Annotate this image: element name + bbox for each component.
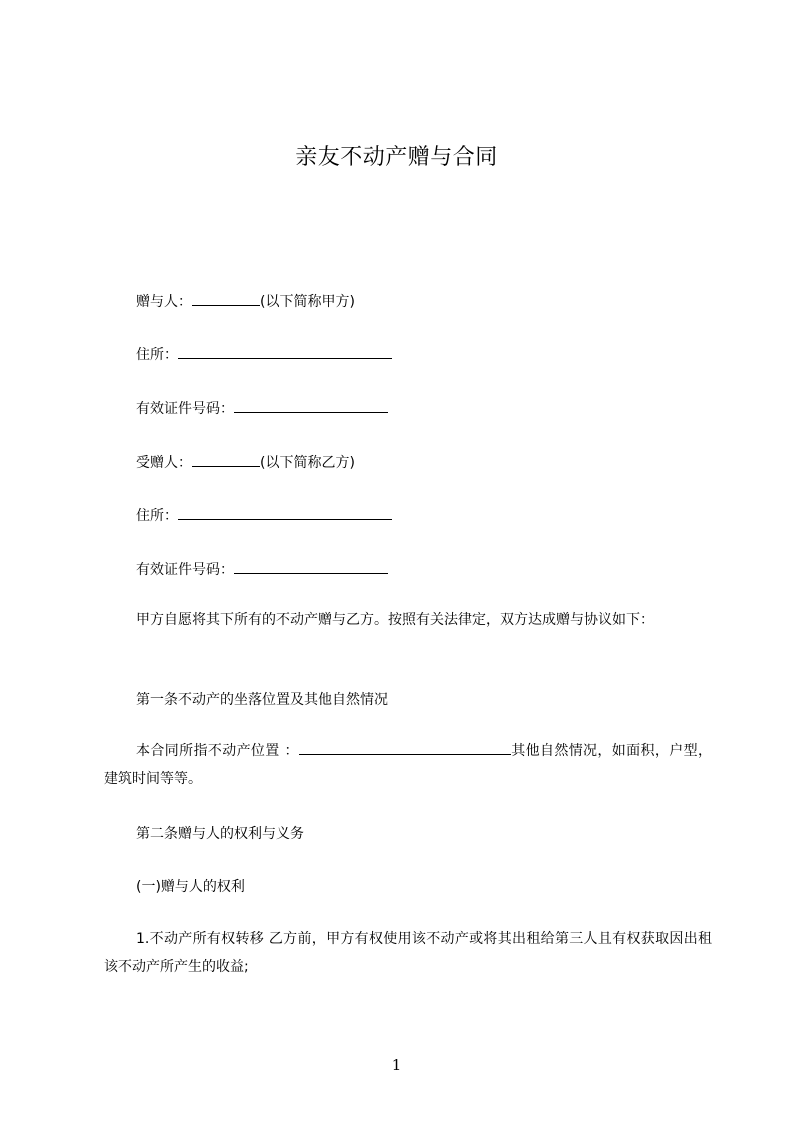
donor-label: 赠与人： xyxy=(136,294,192,310)
donee-label: 受赠人： xyxy=(136,455,192,471)
property-location-blank[interactable] xyxy=(299,740,511,755)
article2-subheading: (一)赠与人的权利 xyxy=(136,879,245,895)
donee-id-label: 有效证件号码： xyxy=(136,562,234,578)
document-title: 亲友不动产赠与合同 xyxy=(295,145,498,170)
article1-heading: 第一条不动产的坐落位置及其他自然情况 xyxy=(136,692,388,708)
donee-id-line xyxy=(136,559,388,580)
donor-suffix: (以下简称甲方) xyxy=(260,294,355,310)
intro-paragraph: 甲方自愿将其下所有的不动产赠与乙方。按照有关法律定，双方达成赠与协议如下： xyxy=(136,612,654,628)
donee-suffix: (以下简称乙方) xyxy=(260,455,355,471)
article1-body-before: 本合同所指不动产位置 ： xyxy=(136,743,299,759)
article2-heading: 第二条赠与人的权利与义务 xyxy=(136,826,304,842)
article2-item1: 1.不动产所有权转移 乙方前，甲方有权使用该不动产或将其出租给第三人且有权获取因出租该不动产所产生的收益; xyxy=(104,931,712,975)
page-number: 1 xyxy=(391,1056,402,1074)
donee-name-blank[interactable] xyxy=(192,452,260,467)
donor-name-blank[interactable] xyxy=(192,291,260,306)
donor-address-line xyxy=(136,344,392,365)
donor-id-line xyxy=(136,398,388,419)
donee-id-blank[interactable] xyxy=(234,559,388,574)
donor-line xyxy=(136,291,355,312)
donor-address-label: 住所： xyxy=(136,347,178,363)
donor-id-blank[interactable] xyxy=(234,398,388,413)
article1-body-after: 其他自然情况，如面积，户型，建筑时间等等。 xyxy=(104,743,712,787)
donor-id-label: 有效证件号码： xyxy=(136,401,234,417)
donor-address-blank[interactable] xyxy=(178,344,392,359)
donee-line xyxy=(136,452,355,473)
donee-address-blank[interactable] xyxy=(178,505,392,520)
donee-address-label: 住所： xyxy=(136,508,178,524)
article1-body xyxy=(104,737,712,793)
donee-address-line xyxy=(136,505,392,526)
